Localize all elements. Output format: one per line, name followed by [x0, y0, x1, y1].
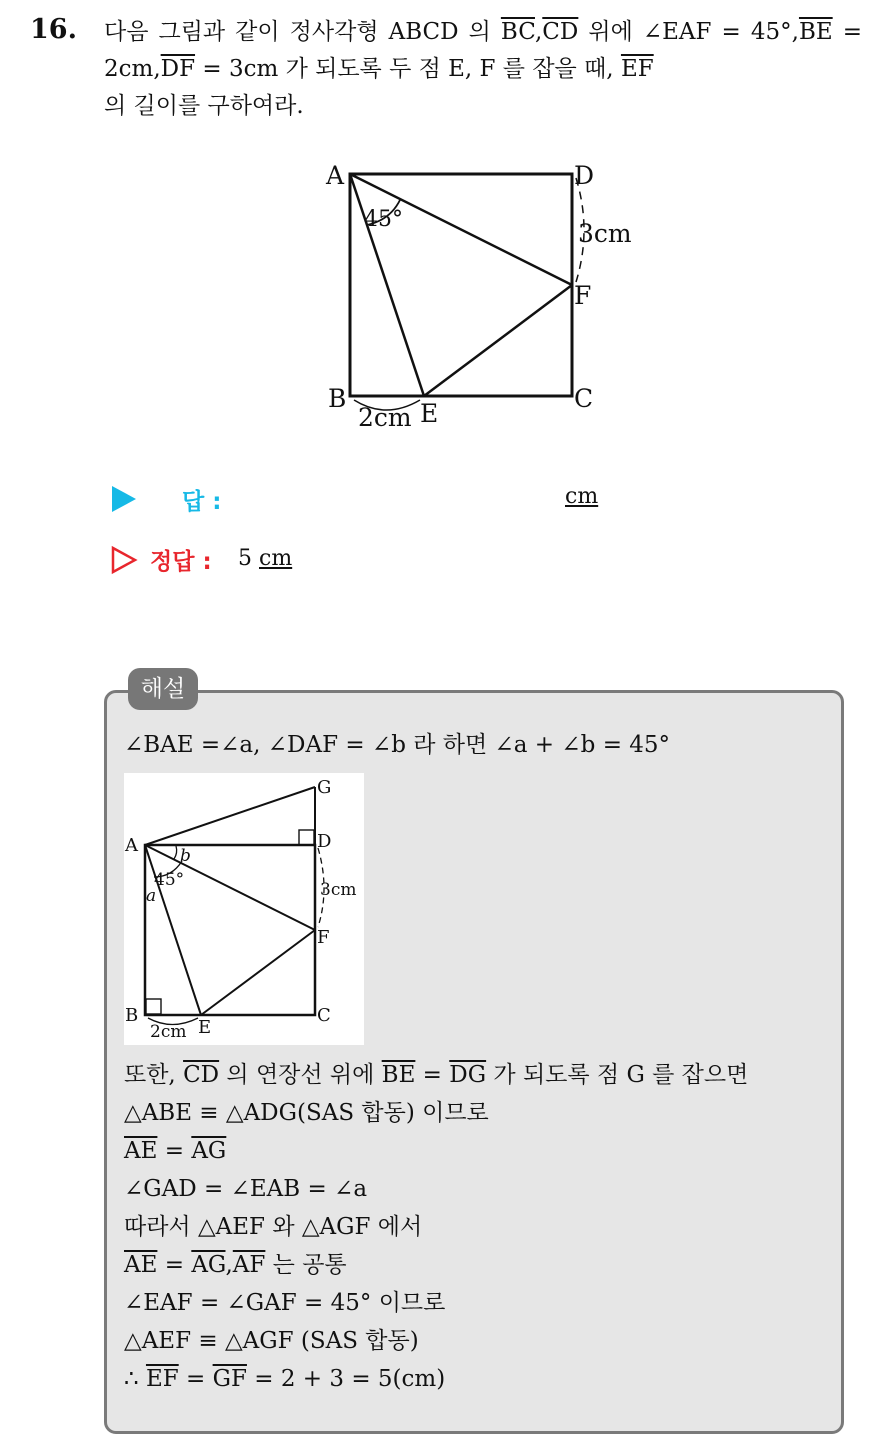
exp-text: 가 되도록 점 G 를 잡으면: [486, 1062, 749, 1088]
play-arrow-icon: [110, 484, 138, 514]
fig2-angle: 45°: [154, 870, 185, 890]
exp-text: =: [178, 1366, 213, 1392]
explanation-figure: [124, 773, 364, 1045]
answer-unit: cm: [565, 484, 599, 509]
problem-text-part: 45°,: [750, 19, 799, 45]
problem-text: [104, 14, 862, 125]
answer-row: [110, 482, 599, 518]
problem-text-part: 의 길이를 구하여라.: [104, 93, 304, 119]
be-length-label: 2cm: [358, 403, 412, 432]
explanation-line-10: [124, 1364, 445, 1394]
exp-text: 는 공통: [265, 1252, 347, 1278]
explanation-line-8: ∠EAF = ∠GAF = 45° 이므로: [124, 1290, 446, 1316]
vertex-c: C: [574, 384, 594, 413]
fig2-g: G: [317, 777, 332, 798]
play-outline-icon: [110, 545, 138, 575]
right-angle-mark-b: [146, 999, 161, 1014]
exp-text: = 2 + 3 = 5(cm): [246, 1366, 446, 1392]
angle-label: 45°: [364, 207, 403, 232]
segment-ef-2: $\overline{EF}$: [145, 1366, 179, 1392]
segment-df: $\overline{DF}$: [160, 56, 196, 82]
problem-number: 16.: [30, 14, 77, 45]
correct-value: [238, 546, 292, 571]
fig2-d: D: [317, 831, 332, 852]
segment-dg: $\overline{DG}$: [449, 1062, 487, 1088]
explanation-line-7: [124, 1250, 347, 1280]
problem-text-part: = 3cm 가 되도록 두 점 E, F 를 잡을 때,: [195, 56, 621, 82]
explanation-line-2: [124, 1060, 748, 1090]
fig2-b: B: [125, 1005, 139, 1026]
segment-ag: $\overline{AG}$: [191, 1138, 227, 1164]
segment-gf: $\overline{GF}$: [212, 1366, 247, 1392]
vertex-a: A: [326, 161, 345, 190]
exp-text: =: [157, 1252, 192, 1278]
explanation-tab: 해설: [128, 668, 198, 710]
angle-b-arc: [174, 846, 177, 859]
fig2-2cm: 2cm: [150, 1022, 187, 1042]
problem-text-part: 위에 ∠EAF =: [578, 19, 741, 45]
exp-text: =: [157, 1138, 192, 1164]
explanation-line-6: 따라서 △AEF 와 △AGF 에서: [124, 1214, 423, 1240]
exp-text: =: [415, 1062, 450, 1088]
explanation-line-1: ∠BAE =∠a, ∠DAF = ∠b 라 하면 ∠a + ∠b = 45°: [124, 732, 671, 758]
explanation-line-4: [124, 1136, 226, 1166]
explanation-line-5: ∠GAD = ∠EAB = ∠a: [124, 1176, 368, 1202]
exp-text: 또한,: [124, 1062, 184, 1088]
segment-bc: $\overline{BC}$: [500, 19, 535, 45]
explanation-line-9: △AEF ≡ △AGF (SAS 합동): [124, 1328, 419, 1354]
vertex-d: D: [574, 161, 595, 190]
answer-label: 답 :: [182, 489, 222, 515]
square-figure: [320, 150, 650, 440]
vertex-b: B: [328, 384, 347, 413]
explanation-line-3: △ABE ≡ △ADG(SAS 합동) 이므로: [124, 1100, 489, 1126]
right-angle-mark-d: [299, 830, 314, 845]
segment-ag-line: [145, 787, 315, 845]
exp-text: ∴: [124, 1366, 146, 1392]
df-length-label: 3cm: [578, 219, 632, 248]
exp-text: ,: [225, 1252, 233, 1278]
correct-unit: cm: [259, 546, 293, 571]
correct-label: 정답 :: [150, 549, 212, 575]
segment-ae: $\overline{AE}$: [124, 1138, 158, 1164]
segment-ae-3: $\overline{AE}$: [124, 1252, 158, 1278]
segment-ef-line-2: [201, 930, 315, 1015]
correct-answer-row: [110, 542, 530, 578]
explanation-figure-svg: [124, 773, 364, 1045]
fig2-c: C: [317, 1005, 331, 1026]
segment-ef: $\overline{EF}$: [620, 56, 654, 82]
segment-be-2: $\overline{BE}$: [381, 1062, 416, 1088]
segment-ef-line: [424, 285, 572, 396]
problem-text-part: 다음 그림과 같이 정사각형 ABCD 의: [104, 19, 501, 45]
problem-text-part: = 2cm,: [104, 19, 862, 82]
fig2-b-angle: b: [180, 846, 191, 866]
segment-ag-3: $\overline{AG}$: [191, 1252, 226, 1278]
fig2-3cm: 3cm: [320, 880, 357, 900]
segment-af: $\overline{AF}$: [232, 1252, 266, 1278]
segment-cd-2: $\overline{CD}$: [183, 1062, 220, 1088]
point-f: F: [574, 281, 592, 310]
fig2-a-angle: a: [146, 886, 157, 906]
segment-cd: $\overline{CD}$: [542, 19, 579, 45]
fig2-a: A: [125, 835, 138, 856]
fig2-f: F: [317, 927, 330, 948]
exp-text: 의 연장선 위에: [219, 1062, 382, 1088]
fig2-e: E: [198, 1017, 212, 1038]
segment-be: $\overline{BE}$: [798, 19, 833, 45]
correct-number: 5: [238, 546, 252, 571]
problem-text-part: ,: [534, 19, 543, 45]
point-e: E: [420, 399, 439, 428]
